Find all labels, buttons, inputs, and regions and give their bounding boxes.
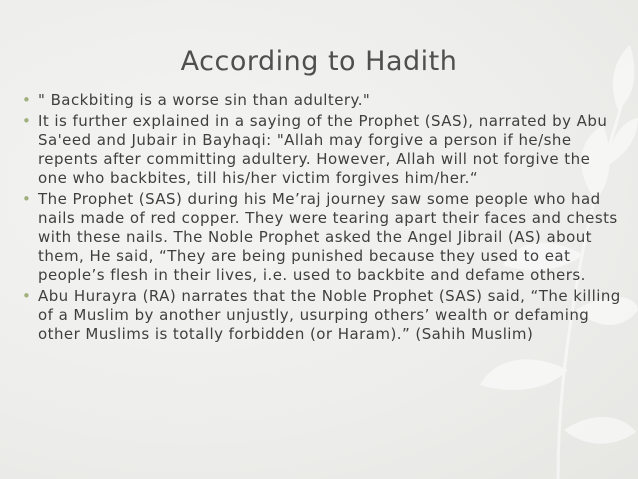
- slide-title: According to Hadith: [180, 46, 458, 77]
- list-item-text: " Backbiting is a worse sin than adultery.": [38, 91, 371, 109]
- list-item: [22, 287, 622, 344]
- list-item: [22, 91, 622, 110]
- list-item: [22, 112, 622, 188]
- list-item: [22, 190, 622, 285]
- list-item-text: The Prophet (SAS) during his Me’raj journey saw some people who had nails made of red copper. They were tearing apart their faces and chests with these nails. The Noble Prophet asked the Angel Jibrail (AS) about them, He said, “They are being punished because they used to eat people’s flesh in their lives, i.e. used to backbite and defame others.: [38, 190, 618, 284]
- bullet-icon: •: [22, 91, 32, 109]
- list-item-text: It is further explained in a saying of the Prophet (SAS), narrated by Abu Sa'eed and Jubair in Bayhaqi: "Allah may forgive a person if he/she repents after committing adultery. However, Allah will not forgive the one who backbites, till his/her victim forgives him/her.“: [38, 112, 608, 187]
- list-item-text: Abu Hurayra (RA) narrates that the Noble Prophet (SAS) said, “The killing of a Muslim by another unjustly, usurping others’ wealth or defaming other Muslims is totally forbidden (or Haram).” (Sahih Muslim): [38, 287, 621, 343]
- bullet-icon: •: [22, 287, 32, 305]
- bullet-icon: •: [22, 112, 32, 130]
- bullet-list: [22, 91, 622, 346]
- bullet-icon: •: [22, 190, 32, 208]
